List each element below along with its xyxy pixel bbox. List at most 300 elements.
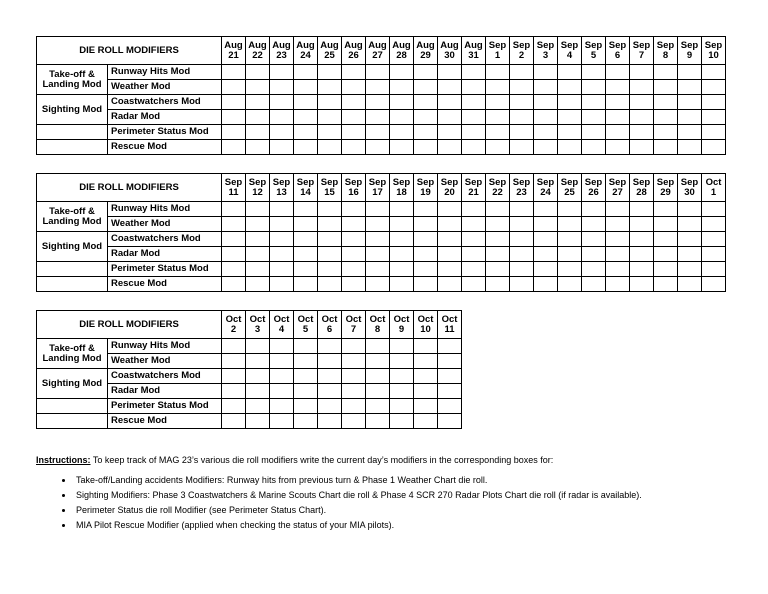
entry-cell[interactable] <box>366 277 390 292</box>
entry-cell[interactable] <box>582 80 606 95</box>
entry-cell[interactable] <box>486 232 510 247</box>
entry-cell[interactable] <box>294 232 318 247</box>
entry-cell[interactable] <box>294 262 318 277</box>
entry-cell[interactable] <box>438 262 462 277</box>
entry-cell[interactable] <box>438 277 462 292</box>
entry-cell[interactable] <box>246 80 270 95</box>
entry-cell[interactable] <box>414 95 438 110</box>
entry-cell[interactable] <box>318 125 342 140</box>
entry-cell[interactable] <box>342 125 366 140</box>
entry-cell[interactable] <box>678 277 702 292</box>
entry-cell[interactable] <box>390 339 414 354</box>
entry-cell[interactable] <box>582 217 606 232</box>
entry-cell[interactable] <box>630 247 654 262</box>
entry-cell[interactable] <box>246 95 270 110</box>
entry-cell[interactable] <box>342 217 366 232</box>
entry-cell[interactable] <box>414 125 438 140</box>
entry-cell[interactable] <box>654 80 678 95</box>
entry-cell[interactable] <box>390 232 414 247</box>
entry-cell[interactable] <box>222 202 246 217</box>
entry-cell[interactable] <box>702 277 726 292</box>
entry-cell[interactable] <box>702 232 726 247</box>
entry-cell[interactable] <box>654 110 678 125</box>
entry-cell[interactable] <box>534 232 558 247</box>
entry-cell[interactable] <box>318 232 342 247</box>
entry-cell[interactable] <box>246 414 270 429</box>
entry-cell[interactable] <box>510 65 534 80</box>
entry-cell[interactable] <box>270 217 294 232</box>
entry-cell[interactable] <box>342 247 366 262</box>
entry-cell[interactable] <box>294 202 318 217</box>
entry-cell[interactable] <box>366 125 390 140</box>
entry-cell[interactable] <box>222 80 246 95</box>
entry-cell[interactable] <box>222 262 246 277</box>
entry-cell[interactable] <box>582 232 606 247</box>
entry-cell[interactable] <box>462 277 486 292</box>
entry-cell[interactable] <box>462 110 486 125</box>
entry-cell[interactable] <box>462 217 486 232</box>
entry-cell[interactable] <box>366 95 390 110</box>
entry-cell[interactable] <box>462 140 486 155</box>
entry-cell[interactable] <box>390 95 414 110</box>
entry-cell[interactable] <box>486 262 510 277</box>
entry-cell[interactable] <box>414 217 438 232</box>
entry-cell[interactable] <box>318 140 342 155</box>
entry-cell[interactable] <box>702 65 726 80</box>
entry-cell[interactable] <box>414 110 438 125</box>
entry-cell[interactable] <box>534 277 558 292</box>
entry-cell[interactable] <box>654 217 678 232</box>
entry-cell[interactable] <box>246 262 270 277</box>
entry-cell[interactable] <box>342 339 366 354</box>
entry-cell[interactable] <box>582 247 606 262</box>
entry-cell[interactable] <box>534 125 558 140</box>
entry-cell[interactable] <box>582 95 606 110</box>
entry-cell[interactable] <box>606 217 630 232</box>
entry-cell[interactable] <box>510 125 534 140</box>
entry-cell[interactable] <box>438 202 462 217</box>
entry-cell[interactable] <box>438 140 462 155</box>
entry-cell[interactable] <box>558 110 582 125</box>
entry-cell[interactable] <box>702 125 726 140</box>
entry-cell[interactable] <box>318 95 342 110</box>
entry-cell[interactable] <box>606 140 630 155</box>
entry-cell[interactable] <box>294 110 318 125</box>
entry-cell[interactable] <box>222 110 246 125</box>
entry-cell[interactable] <box>366 399 390 414</box>
entry-cell[interactable] <box>678 110 702 125</box>
entry-cell[interactable] <box>462 65 486 80</box>
entry-cell[interactable] <box>246 339 270 354</box>
entry-cell[interactable] <box>678 262 702 277</box>
entry-cell[interactable] <box>318 399 342 414</box>
entry-cell[interactable] <box>222 65 246 80</box>
entry-cell[interactable] <box>582 125 606 140</box>
entry-cell[interactable] <box>390 65 414 80</box>
entry-cell[interactable] <box>222 125 246 140</box>
entry-cell[interactable] <box>366 110 390 125</box>
entry-cell[interactable] <box>606 277 630 292</box>
entry-cell[interactable] <box>558 95 582 110</box>
entry-cell[interactable] <box>582 277 606 292</box>
entry-cell[interactable] <box>558 232 582 247</box>
entry-cell[interactable] <box>702 217 726 232</box>
entry-cell[interactable] <box>582 262 606 277</box>
entry-cell[interactable] <box>438 232 462 247</box>
entry-cell[interactable] <box>294 399 318 414</box>
entry-cell[interactable] <box>246 354 270 369</box>
entry-cell[interactable] <box>318 277 342 292</box>
entry-cell[interactable] <box>294 247 318 262</box>
entry-cell[interactable] <box>294 354 318 369</box>
entry-cell[interactable] <box>270 125 294 140</box>
entry-cell[interactable] <box>318 354 342 369</box>
entry-cell[interactable] <box>366 414 390 429</box>
entry-cell[interactable] <box>246 65 270 80</box>
entry-cell[interactable] <box>414 354 438 369</box>
entry-cell[interactable] <box>678 247 702 262</box>
entry-cell[interactable] <box>414 339 438 354</box>
entry-cell[interactable] <box>654 232 678 247</box>
entry-cell[interactable] <box>558 125 582 140</box>
entry-cell[interactable] <box>414 65 438 80</box>
entry-cell[interactable] <box>366 232 390 247</box>
entry-cell[interactable] <box>342 80 366 95</box>
entry-cell[interactable] <box>366 384 390 399</box>
entry-cell[interactable] <box>390 262 414 277</box>
entry-cell[interactable] <box>222 277 246 292</box>
entry-cell[interactable] <box>630 217 654 232</box>
entry-cell[interactable] <box>606 247 630 262</box>
entry-cell[interactable] <box>390 217 414 232</box>
entry-cell[interactable] <box>678 80 702 95</box>
entry-cell[interactable] <box>486 140 510 155</box>
entry-cell[interactable] <box>438 125 462 140</box>
entry-cell[interactable] <box>702 262 726 277</box>
entry-cell[interactable] <box>414 414 438 429</box>
entry-cell[interactable] <box>390 110 414 125</box>
entry-cell[interactable] <box>294 384 318 399</box>
entry-cell[interactable] <box>342 277 366 292</box>
entry-cell[interactable] <box>606 262 630 277</box>
entry-cell[interactable] <box>246 217 270 232</box>
entry-cell[interactable] <box>510 80 534 95</box>
entry-cell[interactable] <box>342 262 366 277</box>
entry-cell[interactable] <box>390 369 414 384</box>
entry-cell[interactable] <box>318 262 342 277</box>
entry-cell[interactable] <box>222 217 246 232</box>
entry-cell[interactable] <box>414 202 438 217</box>
entry-cell[interactable] <box>390 140 414 155</box>
entry-cell[interactable] <box>366 80 390 95</box>
entry-cell[interactable] <box>582 65 606 80</box>
entry-cell[interactable] <box>294 140 318 155</box>
entry-cell[interactable] <box>486 217 510 232</box>
entry-cell[interactable] <box>510 95 534 110</box>
entry-cell[interactable] <box>318 110 342 125</box>
entry-cell[interactable] <box>414 277 438 292</box>
entry-cell[interactable] <box>534 110 558 125</box>
entry-cell[interactable] <box>414 247 438 262</box>
entry-cell[interactable] <box>438 65 462 80</box>
entry-cell[interactable] <box>390 414 414 429</box>
entry-cell[interactable] <box>294 369 318 384</box>
entry-cell[interactable] <box>654 65 678 80</box>
entry-cell[interactable] <box>438 95 462 110</box>
entry-cell[interactable] <box>462 95 486 110</box>
entry-cell[interactable] <box>246 369 270 384</box>
entry-cell[interactable] <box>318 217 342 232</box>
entry-cell[interactable] <box>366 202 390 217</box>
entry-cell[interactable] <box>678 140 702 155</box>
entry-cell[interactable] <box>582 202 606 217</box>
entry-cell[interactable] <box>486 95 510 110</box>
entry-cell[interactable] <box>510 202 534 217</box>
entry-cell[interactable] <box>246 384 270 399</box>
entry-cell[interactable] <box>438 247 462 262</box>
entry-cell[interactable] <box>510 262 534 277</box>
entry-cell[interactable] <box>318 414 342 429</box>
entry-cell[interactable] <box>222 354 246 369</box>
entry-cell[interactable] <box>654 277 678 292</box>
entry-cell[interactable] <box>390 202 414 217</box>
entry-cell[interactable] <box>342 232 366 247</box>
entry-cell[interactable] <box>270 65 294 80</box>
entry-cell[interactable] <box>606 125 630 140</box>
entry-cell[interactable] <box>294 65 318 80</box>
entry-cell[interactable] <box>390 354 414 369</box>
entry-cell[interactable] <box>390 277 414 292</box>
entry-cell[interactable] <box>318 369 342 384</box>
entry-cell[interactable] <box>270 384 294 399</box>
entry-cell[interactable] <box>342 202 366 217</box>
entry-cell[interactable] <box>222 140 246 155</box>
entry-cell[interactable] <box>630 80 654 95</box>
entry-cell[interactable] <box>270 354 294 369</box>
entry-cell[interactable] <box>510 110 534 125</box>
entry-cell[interactable] <box>702 247 726 262</box>
entry-cell[interactable] <box>246 277 270 292</box>
entry-cell[interactable] <box>294 217 318 232</box>
entry-cell[interactable] <box>558 65 582 80</box>
entry-cell[interactable] <box>486 277 510 292</box>
entry-cell[interactable] <box>342 384 366 399</box>
entry-cell[interactable] <box>702 140 726 155</box>
entry-cell[interactable] <box>366 217 390 232</box>
entry-cell[interactable] <box>222 95 246 110</box>
entry-cell[interactable] <box>462 80 486 95</box>
entry-cell[interactable] <box>678 232 702 247</box>
entry-cell[interactable] <box>294 95 318 110</box>
entry-cell[interactable] <box>270 414 294 429</box>
entry-cell[interactable] <box>702 202 726 217</box>
entry-cell[interactable] <box>558 80 582 95</box>
entry-cell[interactable] <box>366 140 390 155</box>
entry-cell[interactable] <box>558 277 582 292</box>
entry-cell[interactable] <box>294 80 318 95</box>
entry-cell[interactable] <box>510 140 534 155</box>
entry-cell[interactable] <box>630 277 654 292</box>
entry-cell[interactable] <box>486 247 510 262</box>
entry-cell[interactable] <box>246 125 270 140</box>
entry-cell[interactable] <box>294 277 318 292</box>
entry-cell[interactable] <box>630 65 654 80</box>
entry-cell[interactable] <box>630 202 654 217</box>
entry-cell[interactable] <box>702 80 726 95</box>
entry-cell[interactable] <box>318 65 342 80</box>
entry-cell[interactable] <box>486 80 510 95</box>
entry-cell[interactable] <box>342 140 366 155</box>
entry-cell[interactable] <box>630 110 654 125</box>
entry-cell[interactable] <box>462 262 486 277</box>
entry-cell[interactable] <box>630 232 654 247</box>
entry-cell[interactable] <box>342 110 366 125</box>
entry-cell[interactable] <box>414 369 438 384</box>
entry-cell[interactable] <box>270 80 294 95</box>
entry-cell[interactable] <box>438 354 462 369</box>
entry-cell[interactable] <box>630 125 654 140</box>
entry-cell[interactable] <box>678 65 702 80</box>
entry-cell[interactable] <box>678 202 702 217</box>
entry-cell[interactable] <box>270 262 294 277</box>
entry-cell[interactable] <box>438 217 462 232</box>
entry-cell[interactable] <box>294 339 318 354</box>
entry-cell[interactable] <box>534 140 558 155</box>
entry-cell[interactable] <box>414 80 438 95</box>
entry-cell[interactable] <box>606 232 630 247</box>
entry-cell[interactable] <box>342 65 366 80</box>
entry-cell[interactable] <box>414 262 438 277</box>
entry-cell[interactable] <box>654 95 678 110</box>
entry-cell[interactable] <box>390 399 414 414</box>
entry-cell[interactable] <box>246 140 270 155</box>
entry-cell[interactable] <box>534 262 558 277</box>
entry-cell[interactable] <box>222 384 246 399</box>
entry-cell[interactable] <box>246 202 270 217</box>
entry-cell[interactable] <box>390 247 414 262</box>
entry-cell[interactable] <box>678 125 702 140</box>
entry-cell[interactable] <box>558 262 582 277</box>
entry-cell[interactable] <box>270 247 294 262</box>
entry-cell[interactable] <box>630 95 654 110</box>
entry-cell[interactable] <box>318 202 342 217</box>
entry-cell[interactable] <box>222 232 246 247</box>
entry-cell[interactable] <box>414 232 438 247</box>
entry-cell[interactable] <box>342 369 366 384</box>
entry-cell[interactable] <box>342 95 366 110</box>
entry-cell[interactable] <box>342 414 366 429</box>
entry-cell[interactable] <box>222 399 246 414</box>
entry-cell[interactable] <box>678 95 702 110</box>
entry-cell[interactable] <box>606 202 630 217</box>
entry-cell[interactable] <box>390 80 414 95</box>
entry-cell[interactable] <box>318 339 342 354</box>
entry-cell[interactable] <box>534 80 558 95</box>
entry-cell[interactable] <box>414 140 438 155</box>
entry-cell[interactable] <box>270 339 294 354</box>
entry-cell[interactable] <box>654 140 678 155</box>
entry-cell[interactable] <box>246 399 270 414</box>
entry-cell[interactable] <box>462 125 486 140</box>
entry-cell[interactable] <box>486 65 510 80</box>
entry-cell[interactable] <box>606 110 630 125</box>
entry-cell[interactable] <box>582 110 606 125</box>
entry-cell[interactable] <box>318 80 342 95</box>
entry-cell[interactable] <box>246 232 270 247</box>
entry-cell[interactable] <box>270 399 294 414</box>
entry-cell[interactable] <box>606 95 630 110</box>
entry-cell[interactable] <box>222 414 246 429</box>
entry-cell[interactable] <box>462 232 486 247</box>
entry-cell[interactable] <box>510 217 534 232</box>
entry-cell[interactable] <box>294 414 318 429</box>
entry-cell[interactable] <box>270 232 294 247</box>
entry-cell[interactable] <box>438 80 462 95</box>
entry-cell[interactable] <box>342 354 366 369</box>
entry-cell[interactable] <box>702 110 726 125</box>
entry-cell[interactable] <box>438 110 462 125</box>
entry-cell[interactable] <box>534 95 558 110</box>
entry-cell[interactable] <box>678 217 702 232</box>
entry-cell[interactable] <box>270 140 294 155</box>
entry-cell[interactable] <box>366 369 390 384</box>
entry-cell[interactable] <box>438 339 462 354</box>
entry-cell[interactable] <box>342 399 366 414</box>
entry-cell[interactable] <box>366 354 390 369</box>
entry-cell[interactable] <box>246 247 270 262</box>
entry-cell[interactable] <box>534 202 558 217</box>
entry-cell[interactable] <box>534 217 558 232</box>
entry-cell[interactable] <box>558 140 582 155</box>
entry-cell[interactable] <box>390 125 414 140</box>
entry-cell[interactable] <box>246 110 270 125</box>
entry-cell[interactable] <box>486 110 510 125</box>
entry-cell[interactable] <box>510 247 534 262</box>
entry-cell[interactable] <box>510 232 534 247</box>
entry-cell[interactable] <box>510 277 534 292</box>
entry-cell[interactable] <box>702 95 726 110</box>
entry-cell[interactable] <box>222 247 246 262</box>
entry-cell[interactable] <box>534 65 558 80</box>
entry-cell[interactable] <box>294 125 318 140</box>
entry-cell[interactable] <box>270 202 294 217</box>
entry-cell[interactable] <box>366 247 390 262</box>
entry-cell[interactable] <box>462 247 486 262</box>
entry-cell[interactable] <box>270 110 294 125</box>
entry-cell[interactable] <box>414 384 438 399</box>
entry-cell[interactable] <box>606 80 630 95</box>
entry-cell[interactable] <box>390 384 414 399</box>
entry-cell[interactable] <box>654 262 678 277</box>
entry-cell[interactable] <box>630 140 654 155</box>
entry-cell[interactable] <box>270 277 294 292</box>
entry-cell[interactable] <box>582 140 606 155</box>
entry-cell[interactable] <box>318 384 342 399</box>
entry-cell[interactable] <box>630 262 654 277</box>
entry-cell[interactable] <box>486 202 510 217</box>
entry-cell[interactable] <box>438 399 462 414</box>
entry-cell[interactable] <box>366 65 390 80</box>
entry-cell[interactable] <box>486 125 510 140</box>
entry-cell[interactable] <box>270 95 294 110</box>
entry-cell[interactable] <box>438 384 462 399</box>
entry-cell[interactable] <box>558 247 582 262</box>
entry-cell[interactable] <box>606 65 630 80</box>
entry-cell[interactable] <box>222 339 246 354</box>
entry-cell[interactable] <box>558 217 582 232</box>
entry-cell[interactable] <box>462 202 486 217</box>
entry-cell[interactable] <box>222 369 246 384</box>
